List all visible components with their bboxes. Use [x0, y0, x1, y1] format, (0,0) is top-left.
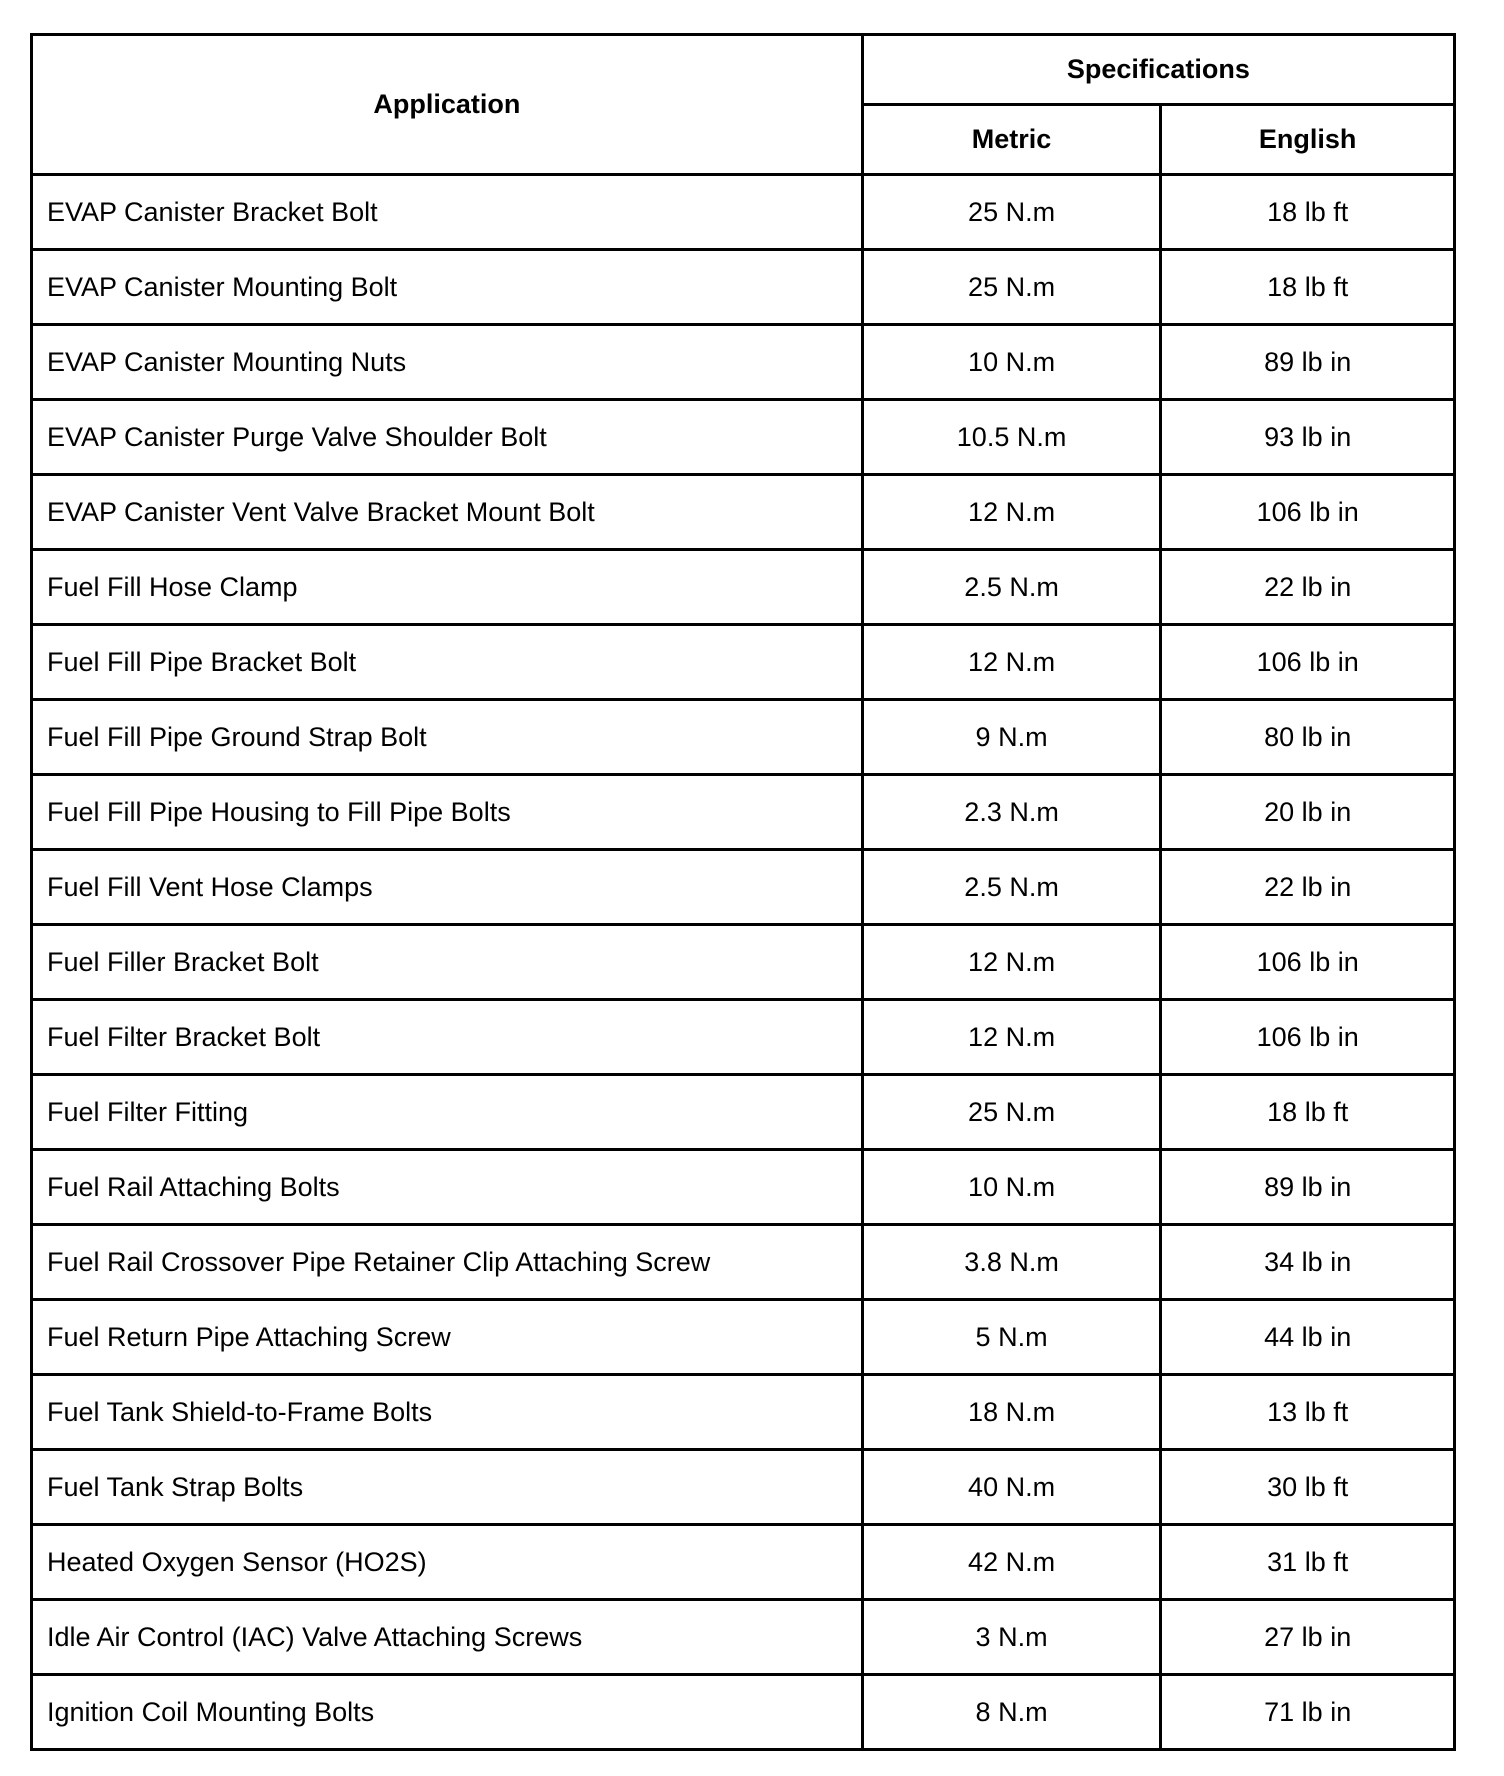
table-row [32, 325, 1455, 400]
metric-cell: 25 N.m [862, 175, 1161, 250]
table-row [32, 400, 1455, 475]
metric-cell: 8 N.m [862, 1675, 1161, 1750]
application-cell: EVAP Canister Mounting Nuts [32, 325, 863, 400]
metric-cell: 40 N.m [862, 1450, 1161, 1525]
metric-cell: 25 N.m [862, 250, 1161, 325]
metric-cell: 12 N.m [862, 925, 1161, 1000]
application-cell: Fuel Tank Shield-to-Frame Bolts [32, 1375, 863, 1450]
header-english: English [1161, 105, 1455, 175]
application-cell: Idle Air Control (IAC) Valve Attaching Screws [32, 1600, 863, 1675]
application-cell: Heated Oxygen Sensor (HO2S) [32, 1525, 863, 1600]
table-row [32, 775, 1455, 850]
table-row [32, 1150, 1455, 1225]
table-row [32, 175, 1455, 250]
english-cell: 80 lb in [1161, 700, 1455, 775]
application-cell: EVAP Canister Mounting Bolt [32, 250, 863, 325]
application-cell: Fuel Fill Pipe Bracket Bolt [32, 625, 863, 700]
english-cell: 30 lb ft [1161, 1450, 1455, 1525]
english-cell: 22 lb in [1161, 550, 1455, 625]
english-cell: 89 lb in [1161, 1150, 1455, 1225]
table-row [32, 625, 1455, 700]
english-cell: 34 lb in [1161, 1225, 1455, 1300]
metric-cell: 9 N.m [862, 700, 1161, 775]
table-row [32, 1525, 1455, 1600]
application-cell: Fuel Fill Pipe Ground Strap Bolt [32, 700, 863, 775]
metric-cell: 12 N.m [862, 475, 1161, 550]
table-row [32, 250, 1455, 325]
application-cell: Fuel Filler Bracket Bolt [32, 925, 863, 1000]
table-row [32, 1675, 1455, 1750]
application-cell: Ignition Coil Mounting Bolts [32, 1675, 863, 1750]
table-row [32, 1450, 1455, 1525]
metric-cell: 2.3 N.m [862, 775, 1161, 850]
application-cell: Fuel Rail Attaching Bolts [32, 1150, 863, 1225]
table-row [32, 925, 1455, 1000]
header-row-top [32, 35, 1455, 105]
header-specifications: Specifications [862, 35, 1454, 105]
table-row [32, 550, 1455, 625]
application-cell: Fuel Rail Crossover Pipe Retainer Clip Attaching Screw [32, 1225, 863, 1300]
metric-cell: 2.5 N.m [862, 850, 1161, 925]
metric-cell: 5 N.m [862, 1300, 1161, 1375]
table-row [32, 1225, 1455, 1300]
english-cell: 27 lb in [1161, 1600, 1455, 1675]
english-cell: 106 lb in [1161, 625, 1455, 700]
table-row [32, 700, 1455, 775]
table-header [32, 35, 1455, 175]
metric-cell: 10 N.m [862, 1150, 1161, 1225]
application-cell: Fuel Fill Hose Clamp [32, 550, 863, 625]
english-cell: 18 lb ft [1161, 175, 1455, 250]
table-row [32, 850, 1455, 925]
table-row [32, 475, 1455, 550]
application-cell: Fuel Fill Vent Hose Clamps [32, 850, 863, 925]
english-cell: 71 lb in [1161, 1675, 1455, 1750]
metric-cell: 3 N.m [862, 1600, 1161, 1675]
table-row [32, 1600, 1455, 1675]
metric-cell: 12 N.m [862, 625, 1161, 700]
english-cell: 22 lb in [1161, 850, 1455, 925]
metric-cell: 10 N.m [862, 325, 1161, 400]
english-cell: 44 lb in [1161, 1300, 1455, 1375]
metric-cell: 42 N.m [862, 1525, 1161, 1600]
application-cell: Fuel Filter Bracket Bolt [32, 1000, 863, 1075]
application-cell: Fuel Tank Strap Bolts [32, 1450, 863, 1525]
english-cell: 106 lb in [1161, 925, 1455, 1000]
torque-spec-table [30, 33, 1456, 1751]
metric-cell: 3.8 N.m [862, 1225, 1161, 1300]
table-row [32, 1075, 1455, 1150]
table-body [32, 175, 1455, 1750]
application-cell: EVAP Canister Purge Valve Shoulder Bolt [32, 400, 863, 475]
table-row [32, 1000, 1455, 1075]
metric-cell: 12 N.m [862, 1000, 1161, 1075]
metric-cell: 2.5 N.m [862, 550, 1161, 625]
english-cell: 18 lb ft [1161, 250, 1455, 325]
english-cell: 106 lb in [1161, 1000, 1455, 1075]
english-cell: 89 lb in [1161, 325, 1455, 400]
application-cell: EVAP Canister Bracket Bolt [32, 175, 863, 250]
header-application: Application [32, 35, 863, 175]
english-cell: 106 lb in [1161, 475, 1455, 550]
header-metric: Metric [862, 105, 1161, 175]
english-cell: 20 lb in [1161, 775, 1455, 850]
application-cell: EVAP Canister Vent Valve Bracket Mount Bolt [32, 475, 863, 550]
metric-cell: 18 N.m [862, 1375, 1161, 1450]
application-cell: Fuel Fill Pipe Housing to Fill Pipe Bolts [32, 775, 863, 850]
english-cell: 18 lb ft [1161, 1075, 1455, 1150]
english-cell: 13 lb ft [1161, 1375, 1455, 1450]
table-row [32, 1300, 1455, 1375]
english-cell: 31 lb ft [1161, 1525, 1455, 1600]
application-cell: Fuel Return Pipe Attaching Screw [32, 1300, 863, 1375]
metric-cell: 25 N.m [862, 1075, 1161, 1150]
application-cell: Fuel Filter Fitting [32, 1075, 863, 1150]
english-cell: 93 lb in [1161, 400, 1455, 475]
table-row [32, 1375, 1455, 1450]
metric-cell: 10.5 N.m [862, 400, 1161, 475]
